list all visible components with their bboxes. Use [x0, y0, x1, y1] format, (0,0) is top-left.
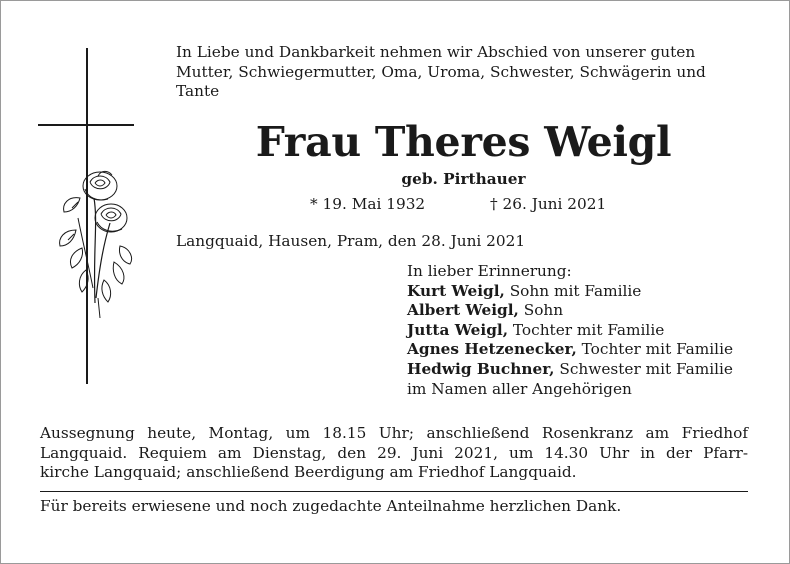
- mourner-name: Kurt Weigl,: [407, 281, 505, 300]
- mourner-name: Albert Weigl,: [407, 301, 519, 320]
- death-date: † 26. Juni 2021: [490, 195, 607, 213]
- list-item: [407, 282, 733, 302]
- mourners-closing: im Namen aller Angehörigen: [407, 379, 632, 398]
- mourner-name: Hedwig Buchner,: [407, 359, 555, 378]
- birth-date: * 19. Mai 1932: [310, 195, 426, 213]
- mourners-heading: In lieber Erinnerung:: [407, 262, 572, 280]
- place-and-date: Langquaid, Hausen, Pram, den 28. Juni 2021: [176, 232, 526, 250]
- intro-line: Tante: [176, 82, 220, 101]
- list-item: [407, 340, 733, 360]
- intro-text: [176, 43, 751, 102]
- mourner-relation: Sohn mit Familie: [504, 281, 642, 300]
- mourners-list: [407, 262, 733, 399]
- service-line: Aussegnung heute, Montag, um 18.15 Uhr; anschließend Rosenkranz am Friedhof: [40, 424, 748, 442]
- deceased-name: Frau Theres Weigl: [255, 118, 672, 166]
- list-item: [407, 321, 733, 341]
- mourner-relation: Tochter mit Familie: [576, 340, 734, 359]
- intro-line: In Liebe und Dankbarkeit nehmen wir Abschied von unserer guten: [176, 43, 696, 61]
- maiden-name: geb. Pirthauer: [401, 170, 526, 188]
- mourner-name: Jutta Weigl,: [407, 320, 509, 339]
- mourner-relation: Tochter mit Familie: [508, 320, 665, 339]
- list-item: [407, 360, 733, 380]
- list-item: [407, 301, 733, 321]
- mourner-relation: Schwester mit Familie: [554, 359, 733, 378]
- service-details: [40, 424, 748, 483]
- service-line: Langquaid. Requiem am Dienstag, den 29. Juni 2021, um 14.30 Uhr in der Pfarr-: [40, 443, 748, 462]
- intro-line: Mutter, Schwiegermutter, Oma, Uroma, Schwester, Schwägerin und: [176, 62, 706, 81]
- divider: [40, 491, 748, 492]
- mourner-name: Agnes Hetzenecker,: [407, 340, 577, 359]
- thanks-text: Für bereits erwiesene und noch zugedachte Anteilnahme herzlichen Dank.: [40, 497, 622, 515]
- mourner-relation: Sohn: [518, 301, 564, 320]
- service-line: kirche Langquaid; anschließend Beerdigung am Friedhof Langquaid.: [40, 463, 577, 482]
- cross-with-roses-icon: [38, 48, 134, 388]
